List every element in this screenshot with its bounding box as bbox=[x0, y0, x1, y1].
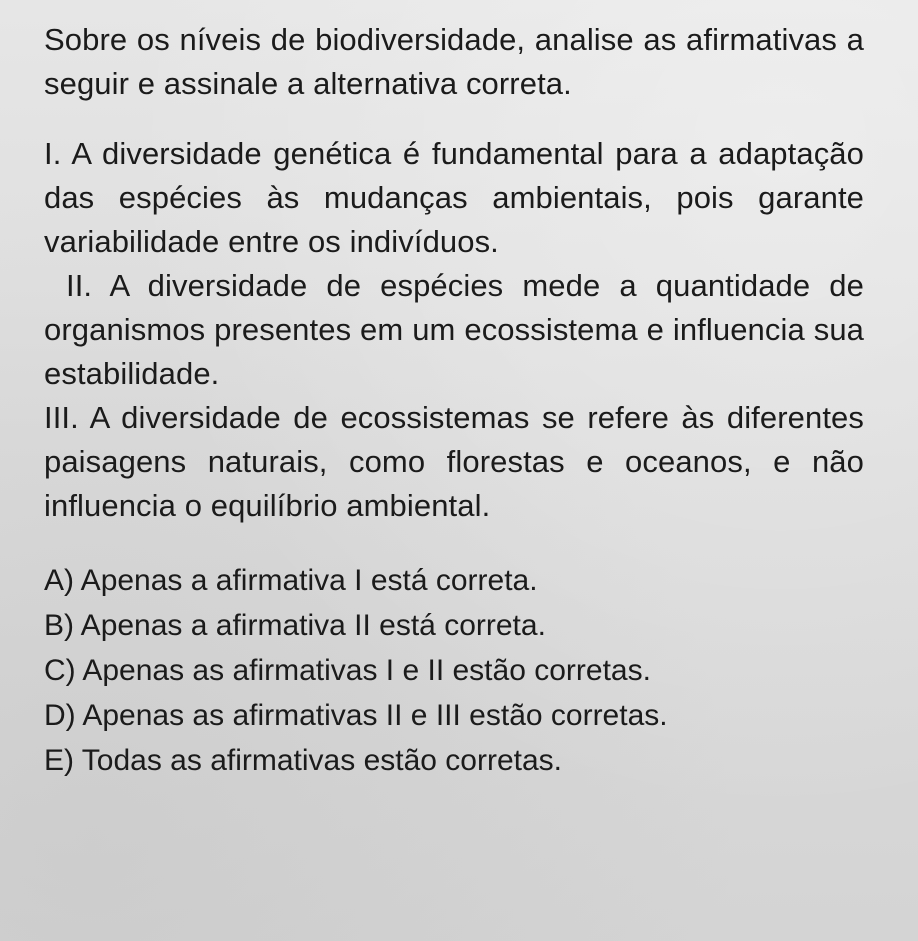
option-b[interactable]: B) Apenas a afirmativa II está correta. bbox=[44, 609, 546, 642]
question-intro: Sobre os níveis de biodiversidade, analise as afirmativas a seguir e assinale a alternativa correta. bbox=[44, 22, 864, 101]
option-c[interactable]: C) Apenas as afirmativas I e II estão corretas. bbox=[44, 654, 651, 687]
option-e[interactable]: E) Todas as afirmativas estão corretas. bbox=[44, 744, 562, 777]
option-d[interactable]: D) Apenas as afirmativas II e III estão corretas. bbox=[44, 699, 668, 732]
statement-i: I. A diversidade genética é fundamental para a adaptação das espécies às mudanças ambientais, pois garante variabilidade entre os indivíduos. bbox=[44, 136, 864, 259]
option-a[interactable]: A) Apenas a afirmativa I está correta. bbox=[44, 564, 538, 597]
question-page bbox=[44, 18, 864, 799]
answer-options bbox=[44, 558, 864, 783]
statement-iii: III. A diversidade de ecossistemas se refere às diferentes paisagens naturais, como florestas e oceanos, e não influencia o equilíbrio ambiental. bbox=[44, 400, 864, 523]
statement-ii: II. A diversidade de espécies mede a quantidade de organismos presentes em um ecossistema e influencia sua estabilidade. bbox=[44, 268, 864, 391]
statements-list bbox=[44, 132, 864, 528]
